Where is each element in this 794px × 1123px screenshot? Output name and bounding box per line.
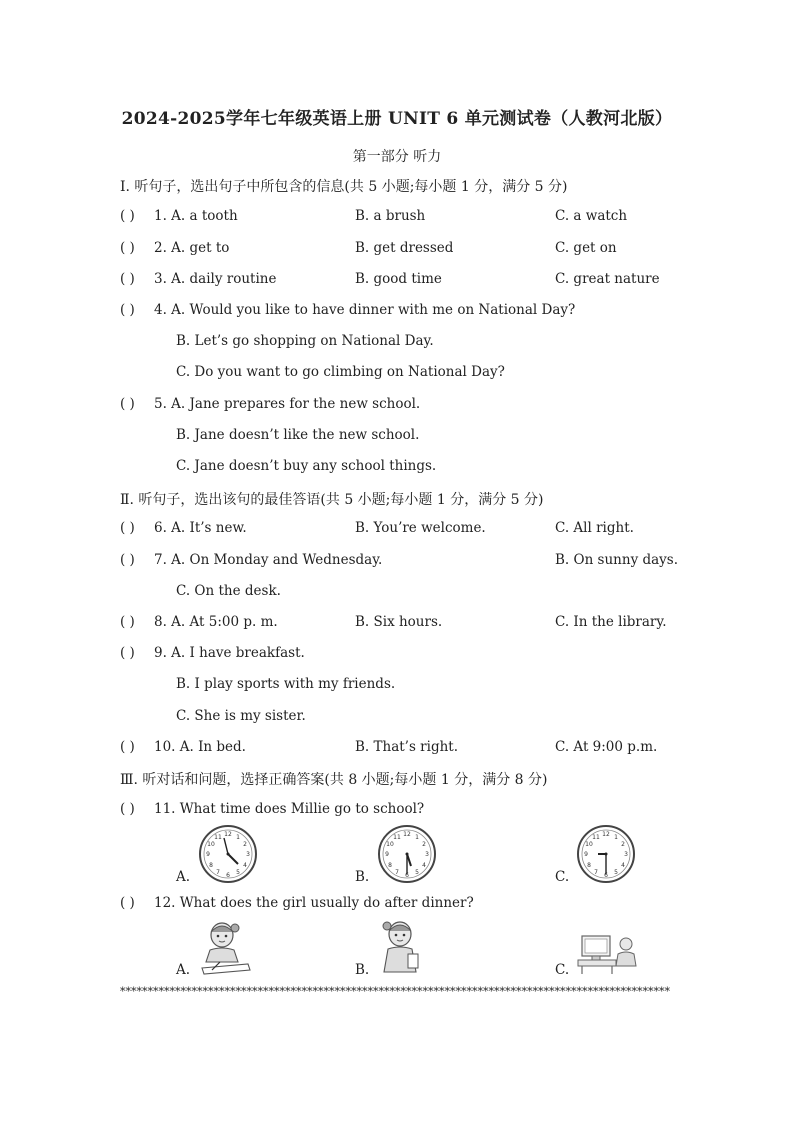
clock-icon[interactable] xyxy=(576,824,636,884)
question-7: ( ) 7. A. On Monday and Wednesday. xyxy=(120,552,383,568)
q10-option-b: B. That’s right. xyxy=(355,739,459,755)
section-2-heading: Ⅱ. 听句子，选出该句的最佳答语(共 5 小题;每小题 1 分，满分 5 分) xyxy=(120,492,544,508)
svg-text:2: 2 xyxy=(243,841,247,848)
svg-text:10: 10 xyxy=(207,841,215,848)
question-1: ( ) 1. A. a tooth xyxy=(120,208,238,224)
svg-text:4: 4 xyxy=(422,862,426,869)
answer-blank[interactable]: ( ) xyxy=(120,895,135,911)
svg-text:1: 1 xyxy=(236,834,240,841)
svg-text:1: 1 xyxy=(614,834,618,841)
clock-icon[interactable] xyxy=(377,824,437,884)
q7-option-b: B. On sunny days. xyxy=(555,552,679,568)
answer-blank[interactable]: ( ) xyxy=(120,271,135,287)
svg-text:7: 7 xyxy=(594,869,598,876)
question-5: ( ) 5. A. Jane prepares for the new school. xyxy=(120,396,421,412)
q5-option-b: B. Jane doesn’t like the new school. xyxy=(176,427,420,443)
exam-title: 2024-2025学年七年级英语上册 UNIT 6 单元测试卷（人教河北版） xyxy=(121,109,673,129)
svg-text:9: 9 xyxy=(385,851,389,858)
question-10: ( ) 10. A. In bed. xyxy=(120,739,246,755)
q2-option-b: B. get dressed xyxy=(355,240,454,256)
svg-text:8: 8 xyxy=(209,862,213,869)
svg-text:10: 10 xyxy=(585,841,593,848)
q1-option-b: B. a brush xyxy=(355,208,426,224)
question-6: ( ) 6. A. It’s new. xyxy=(120,520,247,536)
question-8: ( ) 8. A. At 5:00 p. m. xyxy=(120,614,278,630)
svg-text:4: 4 xyxy=(243,862,247,869)
answer-blank[interactable]: ( ) xyxy=(120,801,135,817)
girl-writing-icon[interactable] xyxy=(198,920,254,976)
svg-text:5: 5 xyxy=(236,869,240,876)
svg-text:6: 6 xyxy=(226,872,230,879)
clock-icon[interactable] xyxy=(198,824,258,884)
svg-text:11: 11 xyxy=(393,834,401,841)
svg-text:3: 3 xyxy=(624,851,628,858)
girl-reading-icon[interactable] xyxy=(378,918,428,976)
svg-text:2: 2 xyxy=(422,841,426,848)
answer-blank[interactable]: ( ) xyxy=(120,552,135,568)
q3-option-b: B. good time xyxy=(355,271,442,287)
q4-option-c: C. Do you want to go climbing on National Day? xyxy=(176,364,505,380)
answer-blank[interactable]: ( ) xyxy=(120,302,135,318)
q10-option-c: C. At 9:00 p.m. xyxy=(555,739,658,755)
svg-text:6: 6 xyxy=(604,872,608,879)
answer-blank[interactable]: ( ) xyxy=(120,739,135,755)
svg-text:12: 12 xyxy=(224,831,232,838)
answer-blank[interactable]: ( ) xyxy=(120,208,135,224)
answer-blank[interactable]: ( ) xyxy=(120,645,135,661)
q11-label-b: B. xyxy=(355,869,370,885)
answer-blank[interactable]: ( ) xyxy=(120,614,135,630)
svg-text:8: 8 xyxy=(587,862,591,869)
section-3-heading: Ⅲ. 听对话和问题，选择正确答案(共 8 小题;每小题 1 分，满分 8 分) xyxy=(120,772,548,788)
svg-text:12: 12 xyxy=(602,831,610,838)
q8-option-b: B. Six hours. xyxy=(355,614,443,630)
q12-label-a: A. xyxy=(176,962,191,978)
q11-label-a: A. xyxy=(176,869,191,885)
separator-line: **************************************************************************************************** xyxy=(120,985,670,998)
q8-option-c: C. In the library. xyxy=(555,614,667,630)
q6-option-b: B. You’re welcome. xyxy=(355,520,486,536)
q6-option-c: C. All right. xyxy=(555,520,634,536)
question-9: ( ) 9. A. I have breakfast. xyxy=(120,645,305,661)
q12-label-c: C. xyxy=(555,962,570,978)
svg-text:7: 7 xyxy=(395,869,399,876)
svg-text:1: 1 xyxy=(415,834,419,841)
section-1-heading: Ⅰ. 听句子，选出句子中所包含的信息(共 5 小题;每小题 1 分，满分 5 分) xyxy=(120,179,568,195)
q7-option-c: C. On the desk. xyxy=(176,583,281,599)
svg-text:5: 5 xyxy=(415,869,419,876)
q1-option-c: C. a watch xyxy=(555,208,628,224)
q5-option-c: C. Jane doesn’t buy any school things. xyxy=(176,458,437,474)
svg-text:7: 7 xyxy=(216,869,220,876)
question-12: ( ) 12. What does the girl usually do after dinner? xyxy=(120,895,474,911)
svg-text:10: 10 xyxy=(386,841,394,848)
computer-desk-icon[interactable] xyxy=(576,932,640,976)
answer-blank[interactable]: ( ) xyxy=(120,520,135,536)
svg-text:11: 11 xyxy=(592,834,600,841)
question-11: ( ) 11. What time does Millie go to school? xyxy=(120,801,425,817)
q2-option-c: C. get on xyxy=(555,240,617,256)
q9-option-c: C. She is my sister. xyxy=(176,708,306,724)
svg-text:4: 4 xyxy=(621,862,625,869)
question-4: ( ) 4. A. Would you like to have dinner with me on National Day? xyxy=(120,302,576,318)
svg-text:8: 8 xyxy=(388,862,392,869)
svg-text:6: 6 xyxy=(405,872,409,879)
svg-text:5: 5 xyxy=(614,869,618,876)
svg-text:12: 12 xyxy=(403,831,411,838)
q12-label-b: B. xyxy=(355,962,370,978)
svg-text:11: 11 xyxy=(214,834,222,841)
svg-text:9: 9 xyxy=(584,851,588,858)
q11-label-c: C. xyxy=(555,869,570,885)
question-3: ( ) 3. A. daily routine xyxy=(120,271,277,287)
answer-blank[interactable]: ( ) xyxy=(120,240,135,256)
svg-text:2: 2 xyxy=(621,841,625,848)
svg-text:3: 3 xyxy=(425,851,429,858)
answer-blank[interactable]: ( ) xyxy=(120,396,135,412)
q4-option-b: B. Let’s go shopping on National Day. xyxy=(176,333,434,349)
question-2: ( ) 2. A. get to xyxy=(120,240,230,256)
svg-text:9: 9 xyxy=(206,851,210,858)
q9-option-b: B. I play sports with my friends. xyxy=(176,676,396,692)
svg-text:3: 3 xyxy=(246,851,250,858)
q3-option-c: C. great nature xyxy=(555,271,660,287)
part-heading: 第一部分 听力 xyxy=(352,149,442,165)
